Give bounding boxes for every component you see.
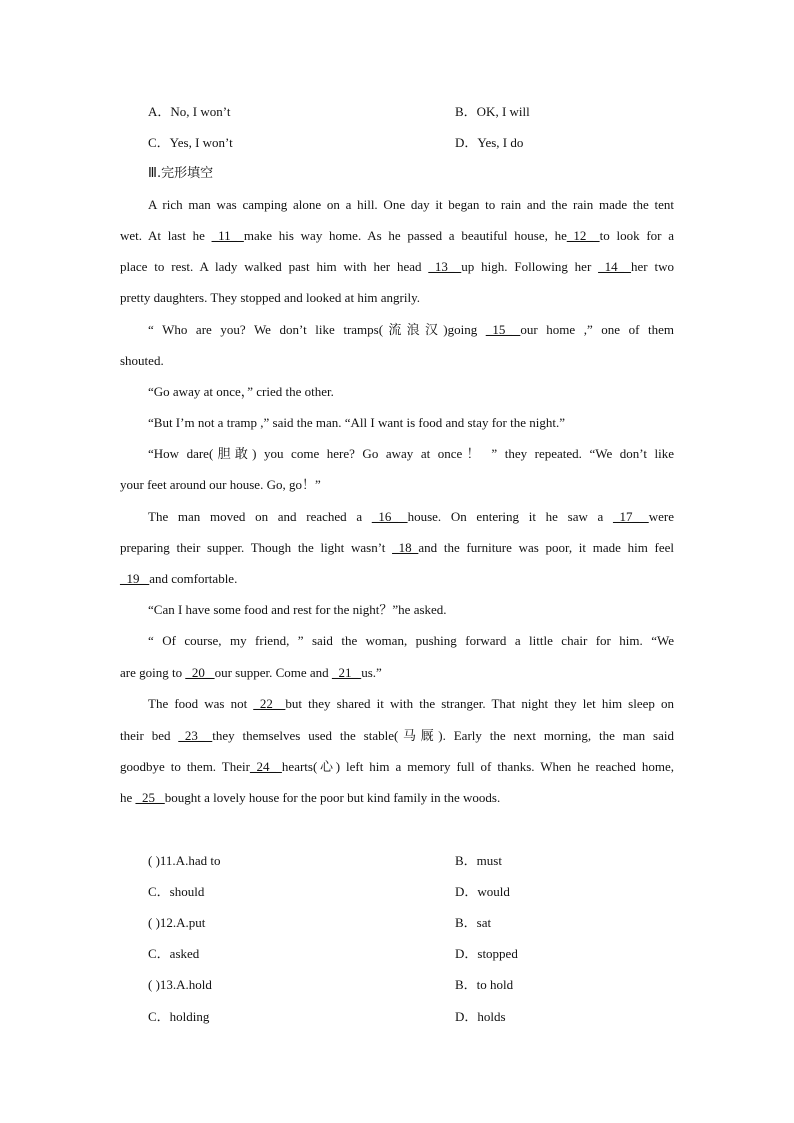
passage-text: us.” [361, 665, 382, 680]
question-11-option-d: D．would [455, 884, 510, 899]
question-11-option-a: ( )11.A.had to [148, 853, 221, 868]
question-13-option-a: ( )13.A.hold [148, 977, 212, 992]
passage-text: preparing their supper. Though the light wasn’t [120, 540, 393, 555]
option-a: A．No, I won’t [148, 104, 231, 119]
passage-text: her two [631, 259, 674, 274]
passage-text: bought a lovely house for the poor but kind family in the woods. [164, 790, 501, 805]
question-12-option-b: B．sat [455, 915, 492, 930]
passage-text: he [120, 790, 136, 805]
passage-line: shouted. [120, 353, 164, 368]
option-c: C．Yes, I won’t [148, 135, 233, 150]
blank-24: _24_ [249, 759, 282, 774]
passage-line [148, 508, 674, 526]
passage-line [120, 227, 674, 245]
question-11-option-b: B．must [455, 853, 502, 868]
passage-line: A rich man was camping alone on a hill. One day it began to rain and the rain made the tent [148, 197, 674, 212]
passage-line [120, 539, 674, 557]
passage-line [120, 664, 382, 682]
blank-11: _11_ [211, 228, 244, 243]
passage-text: our supper. Come and [214, 665, 332, 680]
question-13-option-b: B．to hold [455, 977, 514, 992]
passage-text: and comfortable. [149, 571, 238, 586]
option-b: B．OK, I will [455, 104, 530, 119]
passage-line: your feet around our house. Go, go！” [120, 477, 321, 492]
question-12-option-a: ( )12.A.put [148, 915, 206, 930]
passage-line [120, 258, 674, 276]
passage-text: goodbye to them. Their [120, 759, 250, 774]
blank-12: _12_ [566, 228, 600, 243]
passage-line [120, 758, 674, 776]
passage-text: house. On entering it he saw a [407, 509, 614, 524]
blank-20: _20_ [185, 665, 215, 680]
passage-text: hearts(心) left him a memory full of thanks. When he reached home, [281, 759, 675, 774]
question-11-option-c: C．should [148, 884, 205, 899]
passage-text: place to rest. A lady walked past him with her head [120, 259, 429, 274]
question-13-option-c: C．holding [148, 1009, 210, 1024]
question-12-option-d: D．stopped [455, 946, 518, 961]
passage-text: up high. Following her [461, 259, 599, 274]
blank-14: _14_ [598, 259, 632, 274]
passage-line [148, 321, 674, 339]
passage-line: “Go away at once，” cried the other. [148, 384, 334, 399]
section-title: Ⅲ.完形填空 [148, 166, 214, 181]
blank-21: _21_ [331, 665, 362, 680]
passage-text: their bed [120, 728, 179, 743]
blank-13: _13_ [428, 259, 462, 274]
blank-18: _18 [392, 540, 419, 555]
blank-15: _15_ [485, 322, 521, 337]
passage-line [120, 727, 674, 745]
passage-line: “ Of course, my friend, ” said the woman, pushing forward a little chair for him. “We [148, 633, 674, 648]
blank-16: _16_ [371, 509, 408, 524]
passage-text: they themselves used the stable(马厩). Early the next morning, the man said [212, 728, 674, 743]
blank-17: _17_ [613, 509, 649, 524]
passage-line [120, 789, 500, 807]
passage-text: but they shared it with the stranger. That night they let him sleep on [285, 696, 674, 711]
blank-23: _23_ [178, 728, 213, 743]
passage-line: pretty daughters. They stopped and looked at him angrily. [120, 290, 421, 305]
blank-25: _25_ [135, 790, 165, 805]
question-12-option-c: C．asked [148, 946, 200, 961]
blank-22: _22_ [253, 696, 286, 711]
passage-text: wet. At last he [120, 228, 212, 243]
passage-text: The man moved on and reached a [148, 509, 372, 524]
option-d: D．Yes, I do [455, 135, 524, 150]
passage-line: “How dare(胆敢) you come here? Go away at once！ ” they repeated. “We don’t like [148, 446, 674, 461]
passage-text: The food was not [148, 696, 254, 711]
passage-text: to look for a [599, 228, 674, 243]
question-13-option-d: D．holds [455, 1009, 506, 1024]
passage-line [120, 570, 237, 588]
passage-text: are going to [120, 665, 186, 680]
passage-line: “Can I have some food and rest for the night？”he asked. [148, 602, 447, 617]
blank-19: _19_ [120, 571, 150, 586]
passage-text: were [648, 509, 674, 524]
passage-text: and the furniture was poor, it made him feel [418, 540, 675, 555]
passage-text: “ Who are you? We don’t like tramps(流浪汉)going [148, 322, 486, 337]
passage-text: our home ,” one of them [520, 322, 675, 337]
passage-line [148, 695, 674, 713]
passage-text: make his way home. As he passed a beautiful house, he [243, 228, 567, 243]
passage-line: “But I’m not a tramp ,” said the man. “All I want is food and stay for the night.” [148, 415, 565, 430]
